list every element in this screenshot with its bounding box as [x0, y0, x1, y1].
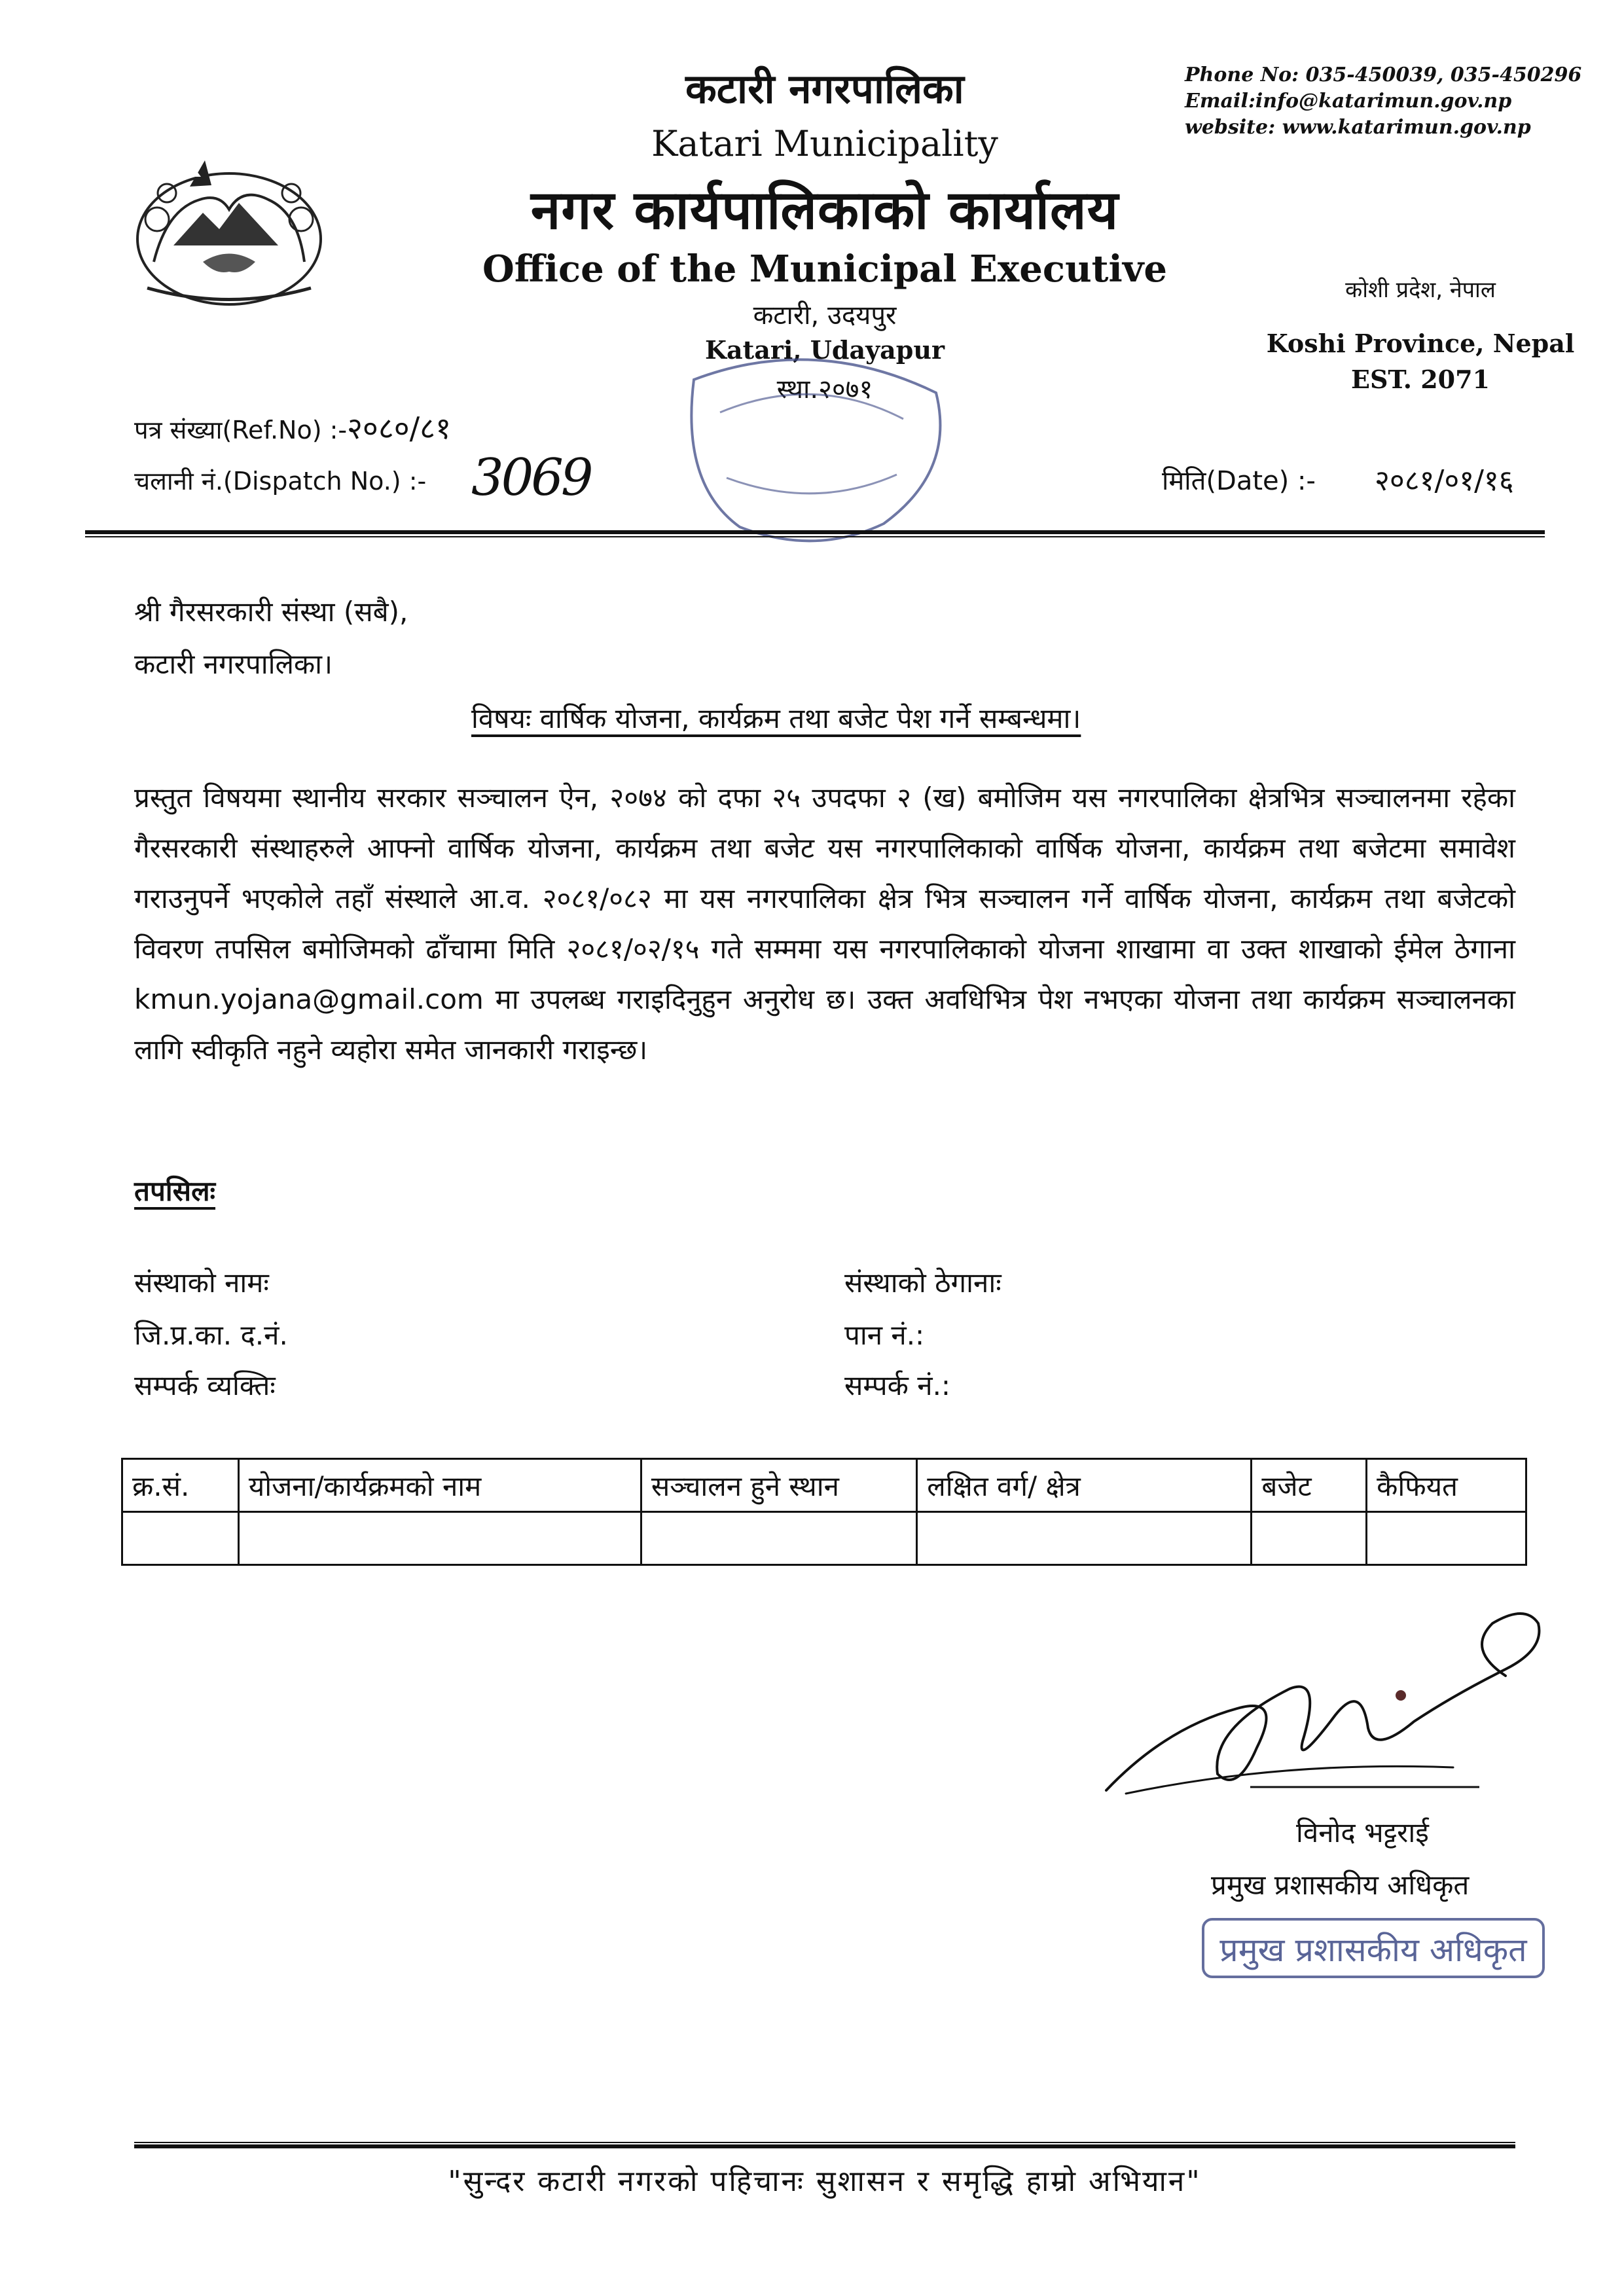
- date-label: मिति(Date) :-: [1162, 466, 1316, 496]
- details-heading: तपसिलः: [134, 1175, 216, 1207]
- table-cell: [641, 1512, 916, 1565]
- registration-no-label: जि.प्र.का. द.नं.: [134, 1319, 288, 1351]
- table-cell: [238, 1512, 641, 1565]
- header-divider: [85, 530, 1545, 538]
- signer-title: प्रमुख प्रशासकीय अधिकृत: [1211, 1869, 1470, 1901]
- seal-text: प्रमुख प्रशासकीय अधिकृत: [1219, 1931, 1527, 1969]
- contact-block: [1185, 62, 1581, 141]
- table-row: [122, 1512, 1526, 1565]
- office-name-nepali: नगर कार्यपालिकाको कार्यालय: [530, 179, 1119, 242]
- municipality-name-english: Katari Municipality: [651, 123, 998, 164]
- letter-body: प्रस्तुत विषयमा स्थानीय सरकार सञ्चालन ऐन, २०७४ को दफा २५ उपदफा २ (ख) बमोजिम यस नगरपालिका क्षेत्रभित्र सञ्चालनमा रहेका गैरसरकारी संस्थाहरुले आफ्नो वार्षिक योजना, कार्यक्रम तथा बजेट यस नगरपालिकाको वार्षिक योजना, कार्यक्रम तथा बजेटमा समावेश गराउनुपर्ने भएकोले तहाँ संस्थाले आ.व. २०८१/०८२ मा यस नगरपालिका क्षेत्र भित्र सञ्चालन गर्ने वार्षिक योजना, कार्यक्रम तथा बजेटको विवरण तपसिल बमोजिमको ढाँचामा मिति २०८१/०२/१५ गते सम्ममा यस नगरपालिकाको योजना शाखामा वा उक्त शाखाको ईमेल ठेगाना kmun.yojana@gmail.com मा उपलब्ध गराइदिनुहुन अनुरोध छ। उक्त अवधिभित्र पेश नभएका योजना तथा कार्यक्रम सञ्चालनका लागि स्वीकृति नहुने व्यहोरा समेत जानकारी गराइन्छ।: [134, 782, 1515, 1066]
- table-header-cell: योजना/कार्यक्रमको नाम: [238, 1459, 641, 1512]
- table-header-cell: क्र.सं.: [122, 1459, 239, 1512]
- org-name-label: संस्थाको नामः: [134, 1267, 269, 1299]
- footer-divider: [134, 2142, 1515, 2148]
- table-cell: [917, 1512, 1252, 1565]
- place-nepali: कटारी, उदयपुर: [753, 300, 897, 331]
- signature: [1087, 1597, 1571, 1820]
- date-value: २०८१/०१/१६: [1375, 464, 1514, 497]
- ref-no-label: पत्र संख्या(Ref.No) :-: [134, 416, 348, 444]
- office-stamp: [668, 340, 962, 556]
- office-name-english: Office of the Municipal Executive: [482, 247, 1167, 291]
- signer-name: विनोद भट्टराई: [1296, 1816, 1429, 1849]
- contact-person-label: सम्पर्क व्यक्तिः: [134, 1369, 276, 1401]
- website-text: website: www.katarimun.gov.np: [1185, 116, 1531, 139]
- table-cell: [1367, 1512, 1526, 1565]
- established-nepali: स्था.२०७१: [776, 374, 873, 405]
- letter-subject: विषयः वार्षिक योजना, कार्यक्रम तथा बजेट पेश गर्ने सम्बन्धमा।: [471, 702, 1081, 734]
- dispatch-no-label: चलानी नं.(Dispatch No.) :-: [134, 467, 427, 496]
- place-english: Katari, Udayapur: [705, 335, 945, 365]
- phone-text: Phone No: 035-450039, 035-450296: [1185, 63, 1582, 86]
- table-header-cell: लक्षित वर्ग/ क्षेत्र: [917, 1459, 1252, 1512]
- table-cell: [122, 1512, 239, 1565]
- table-header-row: [122, 1459, 1526, 1512]
- table-header-cell: सञ्चालन हुने स्थान: [641, 1459, 916, 1512]
- footer-motto: "सुन्दर कटारी नगरको पहिचानः सुशासन र समृद्धि हाम्रो अभियान": [448, 2165, 1202, 2198]
- table-cell: [1252, 1512, 1367, 1565]
- designation-seal: [1198, 1913, 1551, 1985]
- pan-no-label: पान नं.:: [844, 1319, 925, 1351]
- email-text: Email:info@katarimun.gov.np: [1185, 90, 1512, 113]
- program-details-table: [121, 1458, 1527, 1566]
- table-header-cell: बजेट: [1252, 1459, 1367, 1512]
- contact-no-label: सम्पर्क नं.:: [844, 1369, 951, 1401]
- recipient-line-1: श्री गैरसरकारी संस्था (सबै),: [134, 596, 408, 628]
- dispatch-no-value: 3069: [471, 448, 591, 507]
- nepal-emblem: [128, 147, 331, 311]
- recipient-line-2: कटारी नगरपालिका।: [134, 648, 333, 680]
- municipality-name-nepali: कटारी नगरपालिका: [685, 65, 964, 113]
- ref-no-value: २०८०/८१: [347, 410, 452, 446]
- province-english: Koshi Province, Nepal: [1266, 329, 1575, 358]
- table-header-cell: कैफियत: [1367, 1459, 1526, 1512]
- org-address-label: संस्थाको ठेगानाः: [844, 1267, 1001, 1299]
- established-english: EST. 2071: [1350, 365, 1490, 394]
- province-nepali: कोशी प्रदेश, नेपाल: [1345, 277, 1496, 303]
